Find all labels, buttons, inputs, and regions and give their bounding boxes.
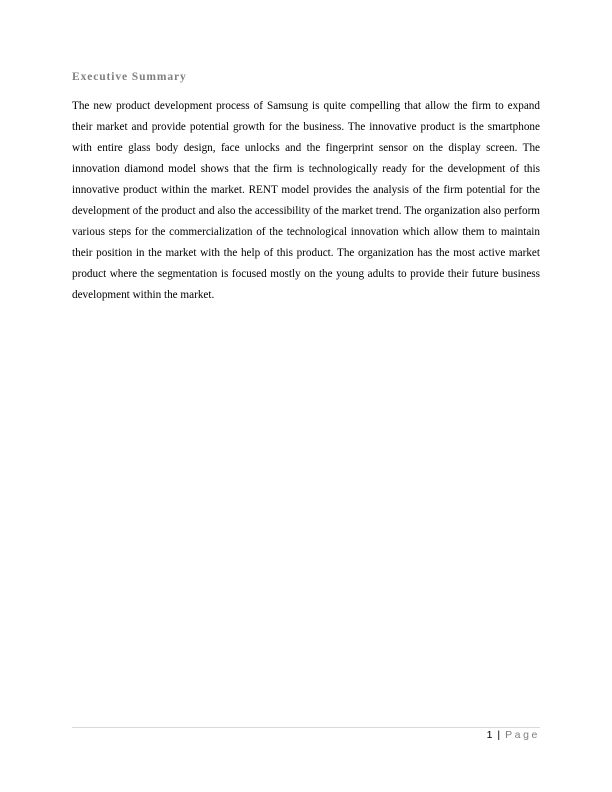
page-footer	[487, 729, 540, 741]
section-heading: Executive Summary	[72, 71, 187, 83]
page-number: 1	[486, 729, 493, 741]
summary-paragraph: The new product development process of Samsung is quite compelling that allow the firm to expand their market and provide potential growth for the business. The innovative product is the smartphone with entire glass body design, face unlocks and the fingerprint sensor on the display screen. The innovation diamond model shows that the firm is technologically ready for the development of this innovative product within the market. RENT model provides the analysis of the firm potential for the development of the product and also the accessibility of the market trend. The organization also perform various steps for the commercialization of the technological innovation which allow them to maintain their position in the market with the help of this product. The organization has the most active market product where the segmentation is focused mostly on the young adults to provide their future business development within the market.	[72, 100, 540, 301]
page-label: Page	[505, 729, 540, 741]
footer-divider	[72, 727, 540, 728]
footer-separator: |	[497, 729, 501, 741]
